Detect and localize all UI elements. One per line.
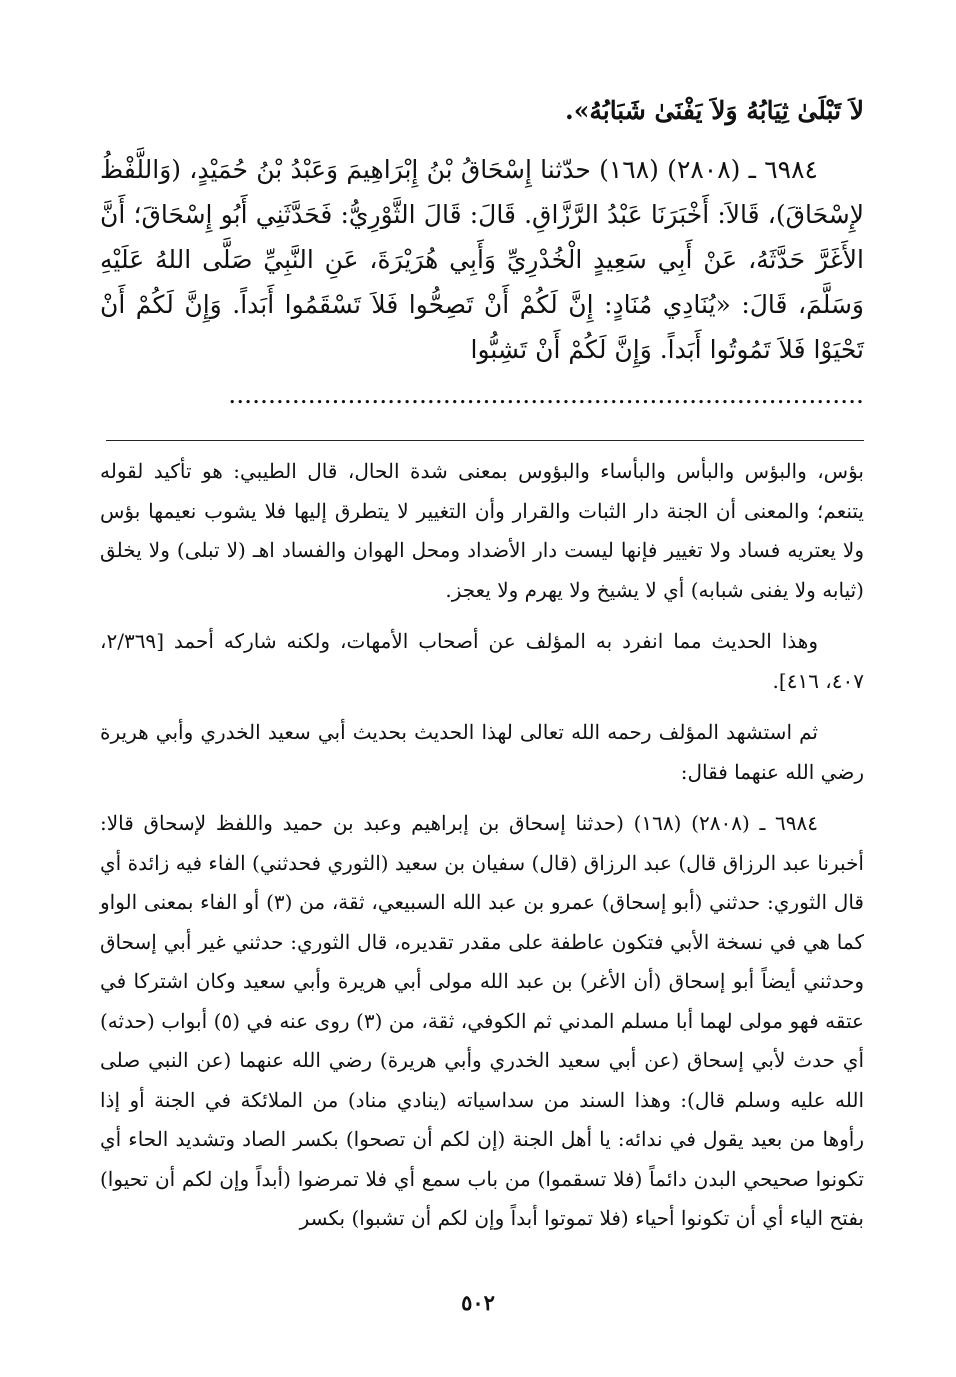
commentary-paragraph-3: ثم استشهد المؤلف رحمه الله تعالى لهذا الحديث بحديث أبي سعيد الخدري وأبي هريرة رضي الله عنهما فقال: (100, 720, 864, 784)
hadith-6984: ٦٩٨٤ ـ (٢٨٠٨) (١٦٨) حدّثنا إِسْحَاقُ بْنُ إِبْرَاهِيمَ وَعَبْدُ بْنُ حُمَيْدٍ، (وَاللَّفْظُ لإِسْحَاقَ)، قَالاَ: أَخْبَرَنَا عَبْدُ الرَّزَّاقِ. قَالَ: قَالَ الثَّوْرِيُّ: فَحَدَّثَنِي أَبُو إِسْحَاقَ؛ أَنَّ الأَغَرَّ حَدَّثَهُ، عَنْ أَبِي سَعِيدٍ الْخُدْرِيِّ وَأَبِي هُرَيْرَةَ، عَنِ النَّبِيِّ صَلَّى اللهُ عَلَيْهِ وَسَلَّمَ، قَالَ: «يُنَادِي مُنَادٍ: إِنَّ لَكُمْ أَنْ تَصِحُّوا فَلاَ تَسْقَمُوا أَبَداً. وَإِنَّ لَكُمْ أَنْ تَحْيَوْا فَلاَ تَمُوتُوا أَبَداً. وَإِنَّ لَكُمْ أَنْ تَشِبُّوا (100, 155, 864, 364)
main-hadith-text (100, 88, 864, 417)
commentary (100, 452, 864, 1239)
commentary-paragraph-1: بؤس، والبؤس والبأس والبأساء والبؤوس بمعنى شدة الحال، قال الطيبي: هو تأكيد لقوله يتنعم؛ والمعنى أن الجنة دار الثبات والقرار وأن التغيير لا يتطرق إليها فلا يشوب نعيمها بؤس ولا يعتريه فساد ولا تغيير فإنها ليست دار الأضداد ومحل الهوان والفساد اهـ (لا تبلى) ولا يخلق (ثيابه ولا يفنى شبابه) أي لا يشيخ ولا يهرم ولا يعجز. (100, 459, 864, 602)
continuation-dots: ................................................................................ (228, 380, 864, 409)
commentary-paragraph-2: وهذا الحديث مما انفرد به المؤلف عن أصحاب الأمهات، ولكنه شاركه أحمد [٢/٣٦٩، ٤٠٧، ٤١٦]. (100, 629, 864, 693)
main-line-1: لاَ تَبْلَىٰ ثِيَابُهُ وَلاَ يَفْنَىٰ شَبَابُهُ». (565, 96, 864, 125)
page-number: ٥٠٢ (461, 1290, 495, 1315)
footnote-divider (106, 440, 864, 441)
commentary-paragraph-4: ٦٩٨٤ ـ (٢٨٠٨) (١٦٨) (حدثنا إسحاق بن إبراهيم وعبد بن حميد واللفظ لإسحاق قالا: أخبرنا عبد الرزاق قال) عبد الرزاق (قال) سفيان بن سعيد (الثوري فحدثني) الفاء فيه زائدة أي قال الثوري: حدثني (أبو إسحاق) عمرو بن عبد الله السبيعي، ثقة، من (٣) أو الفاء بمعنى الواو كما هي في نسخة الأبي فتكون عاطفة على مقدر تقديره، قال الثوري: حدثني غير أبي إسحاق وحدثني أيضاً أبو إسحاق (أن الأغر) بن عبد الله مولى أبي هريرة وأبي سعيد وكان اشتركا في عتقه فهو مولى لهما أبا مسلم المدني ثم الكوفي، ثقة، من (٣) روى عنه في (٥) أبواب (حدثه) أي حدث لأبي إسحاق (عن أبي سعيد الخدري وأبي هريرة) رضي الله عنهما (عن النبي صلى الله عليه وسلم قال): وهذا السند من سداسياته (ينادي مناد) من الملائكة في الجنة أو إذا رأوها من بعيد يقول في ندائه: يا أهل الجنة (إن لكم أن تصحوا) بكسر الصاد وتشديد الحاء أي تكونوا صحيحي البدن دائماً (فلا تسقموا) من باب سمع أي فلا تمرضوا (أبداً وإن لكم أن تحيوا) بفتح الياء أي أن تكونوا أحياء (فلا تموتوا أبداً وإن لكم أن تشبوا) بكسر (100, 811, 865, 1230)
